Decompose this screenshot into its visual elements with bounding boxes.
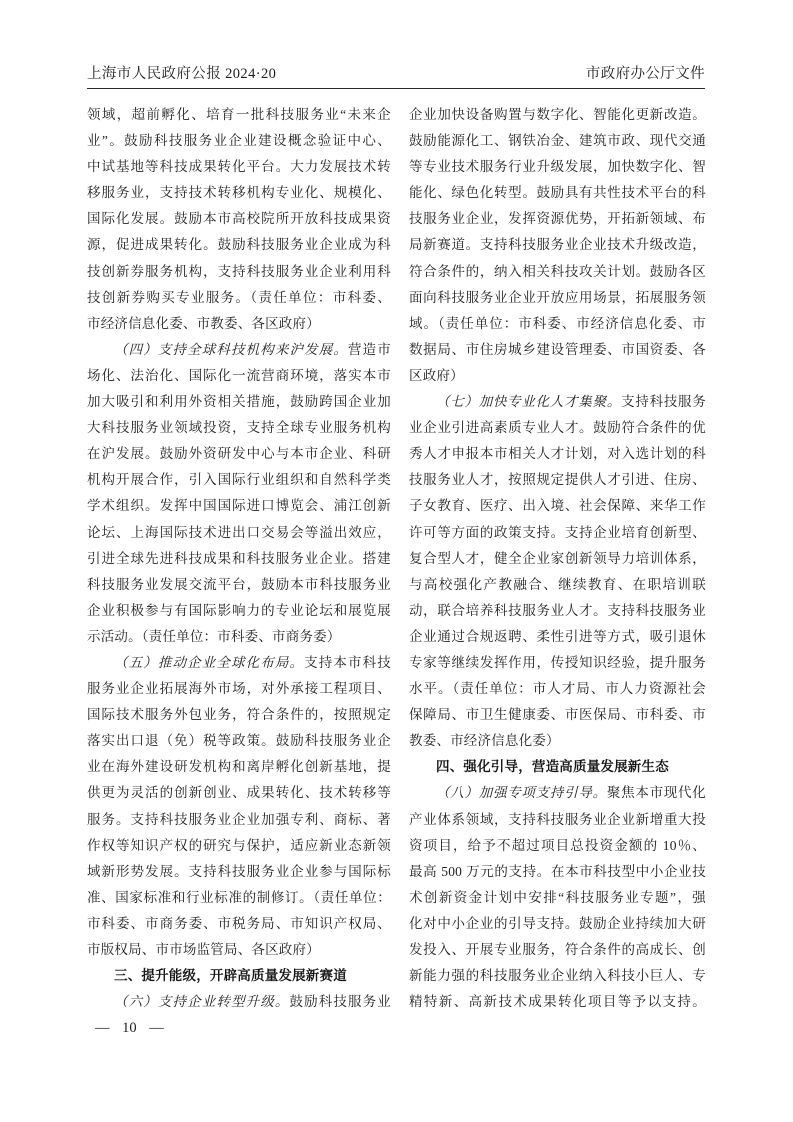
body-text: 业”。鼓励科技服务业企业建设概念验证中心、 (87, 133, 391, 149)
text-line (87, 520, 391, 546)
body-text: 新能力强的科技服务业企业纳入科技小巨人、专 (409, 968, 706, 984)
text-line (409, 989, 706, 1015)
text-line (87, 728, 391, 754)
text-line (87, 232, 391, 258)
text-line (409, 885, 706, 911)
text-line (409, 833, 706, 859)
body-text: 子女教育、医疗、出入境、社会保障、来华工作 (409, 498, 706, 514)
page-number: 10 (122, 1020, 137, 1036)
body-text: 鼓励科技服务业 (289, 994, 391, 1010)
body-text: 发投入、开展专业服务，符合条件的高成长、创 (409, 942, 706, 957)
text-line (87, 102, 391, 128)
body-text: 技创新券购买专业服务。（责任单位：市科委、 (87, 289, 391, 305)
text-line (409, 467, 706, 493)
body-text: 支持本市科技 (304, 654, 391, 670)
body-text: 机构开展合作，引入国际行业组织和自然科学类 (87, 472, 391, 488)
text-line (87, 937, 391, 963)
text-line (409, 807, 706, 833)
body-text: 资项目，给予不超过项目总投资金额的 10％、 (409, 837, 706, 853)
page-header (87, 64, 705, 84)
text-line (87, 363, 391, 389)
body-text: 支持科技服务 (621, 394, 706, 410)
text-line (87, 467, 391, 493)
body-text: 引进全球先进科技成果和科技服务业企业。搭建 (87, 550, 391, 566)
text-line (87, 624, 391, 650)
text-line (409, 598, 706, 624)
text-line (409, 337, 706, 363)
body-text: 水平。（责任单位：市人才局、市人力资源社会 (409, 681, 706, 697)
footer-dash-left: — (95, 1020, 110, 1036)
text-line (409, 963, 706, 989)
text-line (87, 833, 391, 859)
body-text: 学术组织。发挥中国国际进口博览会、浦江创新 (87, 498, 391, 514)
body-text: 业在海外建设研发机构和离岸孵化创新基地，提 (87, 759, 391, 775)
text-line (409, 415, 706, 441)
section-heading (409, 754, 706, 780)
text-line (409, 520, 706, 546)
body-text: 许可等方面的政策支持。支持企业培育创新型、 (409, 524, 706, 540)
body-text: 术创新资金计划中安排“科技服务业专题”，强 (409, 889, 706, 905)
text-line (87, 702, 391, 728)
body-text: 区政府） (409, 367, 464, 383)
text-line (409, 546, 706, 572)
body-text: 企业积极参与有国际影响力的专业论坛和展览展 (87, 602, 391, 618)
text-line (409, 259, 706, 285)
body-text: 落实出口退（免）税等政策。鼓励科技服务业企 (87, 733, 391, 749)
body-text: 市版权局、市市场监管局、各区政府） (87, 942, 320, 957)
body-text: 保障局、市卫生健康委、市医保局、市科委、市 (409, 707, 706, 723)
body-text: 加大吸引和利用外资相关措施，鼓励跨国企业加 (87, 394, 391, 410)
body-text: 中试基地等科技成果转化平台。大力发展技术转 (87, 159, 391, 175)
text-line (87, 546, 391, 572)
body-text: 国际化发展。鼓励本市高校院所开放科技成果资 (87, 211, 391, 227)
body-text: 技创新券服务机构，支持科技服务业企业利用科 (87, 263, 391, 279)
text-line (409, 780, 706, 806)
text-line (87, 598, 391, 624)
body-text: 域新形势发展。支持科技服务业企业参与国际标 (87, 863, 391, 879)
body-text: 聚焦本市现代化 (606, 785, 706, 801)
page-footer (95, 1019, 164, 1037)
lead-sentence: （八）加强专项支持引导。 (436, 785, 607, 801)
text-line (409, 206, 706, 232)
body-text: 化对中小企业的引导支持。鼓励企业持续加大研 (409, 915, 706, 931)
body-text: 服务。支持科技服务业企业加强专利、商标、著 (87, 811, 391, 827)
text-line (87, 206, 391, 232)
text-line (409, 859, 706, 885)
body-text: 教委、市经济信息化委） (409, 733, 560, 749)
text-line (87, 807, 391, 833)
body-text: 在沪发展。鼓励外资研发中心与本市企业、科研 (87, 446, 391, 462)
text-line (87, 337, 391, 363)
body-text: 复合型人才，健全企业家创新领导力培训体系， (409, 550, 706, 566)
text-line (409, 624, 706, 650)
gazette-title: 上海市人民政府公报 2024·20 (87, 66, 277, 82)
text-line (409, 572, 706, 598)
text-line (87, 650, 391, 676)
text-line (409, 102, 706, 128)
body-text: 企业通过合规返聘、柔性引进等方式，吸引退休 (409, 628, 706, 644)
body-text: 面向科技服务业企业开放应用场景，拓展服务领 (409, 289, 706, 305)
text-line (409, 180, 706, 206)
body-text: 大科技服务业领域投资，支持全球专业服务机构 (87, 420, 391, 436)
body-text: 专家等继续发挥作用，传授知识经验，提升服务 (409, 654, 706, 670)
body-text: 市科委、市商务委、市税务局、市知识产权局、 (87, 915, 391, 931)
text-line (409, 937, 706, 963)
text-line (87, 154, 391, 180)
text-line (409, 363, 706, 389)
text-line (87, 441, 391, 467)
text-line (87, 885, 391, 911)
body-text: 服务业企业拓展海外市场，对外承接工程项目、 (87, 681, 391, 697)
text-line (87, 572, 391, 598)
text-line (87, 285, 391, 311)
body-text: 准、国家标准和行业标准的制修订。（责任单位： (87, 889, 391, 905)
body-text: 域。（责任单位：市科委、市经济信息化委、市 (409, 315, 706, 331)
text-line (409, 285, 706, 311)
lead-sentence: （五）推动企业全球化布局。 (114, 654, 305, 670)
body-text: 等专业技术服务行业升级发展，加快数字化、智 (409, 159, 706, 175)
right-column (409, 102, 706, 1015)
text-line (409, 676, 706, 702)
body-text: 业企业引进高素质专业人才。鼓励符合条件的优 (409, 420, 706, 436)
left-column (87, 102, 391, 1015)
text-line (409, 728, 706, 754)
text-line (87, 989, 391, 1015)
body-text: 移服务业，支持技术转移机构专业化、规模化、 (87, 185, 391, 201)
body-text: 供更为灵活的创新创业、成果转化、技术转移等 (87, 785, 391, 801)
body-text: 鼓励能源化工、钢铁冶金、建筑市政、现代交通 (409, 133, 706, 149)
text-line (409, 154, 706, 180)
body-text: 数据局、市住房城乡建设管理委、市国资委、各 (409, 341, 706, 357)
body-text: 局新赛道。支持科技服务业企业技术升级改造， (409, 237, 706, 253)
lead-sentence: （六）支持企业转型升级。 (114, 994, 290, 1010)
body-text: 企业加快设备购置与数字化、智能化更新改造。 (409, 107, 706, 122)
text-line (409, 441, 706, 467)
body-text: 场化、法治化、国际化一流营商环境，落实本市 (87, 367, 391, 383)
text-line (409, 650, 706, 676)
text-line (87, 180, 391, 206)
text-line (87, 493, 391, 519)
body-text: 能化、绿色化转型。鼓励具有共性技术平台的科 (409, 185, 706, 201)
text-line (87, 389, 391, 415)
heading-text: 四、强化引导，营造高质量发展新生态 (436, 759, 669, 775)
body-text: 市经济信息化委、市教委、各区政府） (87, 315, 320, 331)
body-text: 国际技术服务外包业务，符合条件的，按照规定 (87, 707, 391, 723)
text-line (87, 128, 391, 154)
lead-sentence: （七）加快专业化人才集聚。 (436, 394, 622, 410)
text-line (409, 493, 706, 519)
text-line (87, 859, 391, 885)
text-line (409, 128, 706, 154)
text-line (87, 311, 391, 337)
text-line (409, 311, 706, 337)
body-text: 最高 500 万元的支持。在本市科技型中小企业技 (409, 863, 706, 879)
lead-sentence: （四）支持全球科技机构来沪发展。 (114, 341, 349, 357)
text-line (87, 780, 391, 806)
heading-text: 三、提升能级，开辟高质量发展新赛道 (114, 968, 347, 984)
text-line (409, 702, 706, 728)
text-line (87, 415, 391, 441)
document-category: 市政府办公厅文件 (585, 66, 705, 82)
body-text: 技服务业人才，按照规定提供人才引进、住房、 (409, 472, 706, 488)
body-text: 作权等知识产权的研究与保护，适应新业态新领 (87, 837, 391, 853)
body-text: 动，联合培养科技服务业人才。支持科技服务业 (409, 602, 706, 618)
body-text: 示活动。（责任单位：市科委、市商务委） (87, 628, 341, 644)
text-line (409, 389, 706, 415)
body-text: 营造市 (348, 341, 391, 357)
body-text: 技服务业企业，发挥资源优势，开拓新领域、布 (409, 211, 706, 227)
header-divider (87, 88, 705, 89)
text-line (87, 911, 391, 937)
body-text: 符合条件的，纳入相关科技攻关计划。鼓励各区 (409, 263, 706, 279)
footer-dash-right: — (149, 1020, 164, 1036)
body-text: 精特新、高新技术成果转化项目等予以支持。 (409, 994, 706, 1010)
text-line (87, 754, 391, 780)
body-text: 源，促进成果转化。鼓励科技服务业企业成为科 (87, 237, 391, 253)
text-line (87, 259, 391, 285)
body-text: 科技服务业发展交流平台，鼓励本市科技服务业 (87, 576, 391, 592)
body-text: 与高校强化产教融合、继续教育、在职培训联 (409, 576, 706, 592)
body-text: 论坛、上海国际技术进出口交易会等溢出效应， (87, 524, 391, 540)
body-text: 秀人才申报本市相关人才计划，对入选计划的科 (409, 446, 706, 462)
body-text: 领域，超前孵化、培育一批科技服务业“未来企 (87, 107, 391, 122)
text-line (87, 676, 391, 702)
body-text: 产业体系领域，支持科技服务业企业新增重大投 (409, 811, 706, 827)
text-line (409, 911, 706, 937)
section-heading (87, 963, 391, 989)
text-line (409, 232, 706, 258)
